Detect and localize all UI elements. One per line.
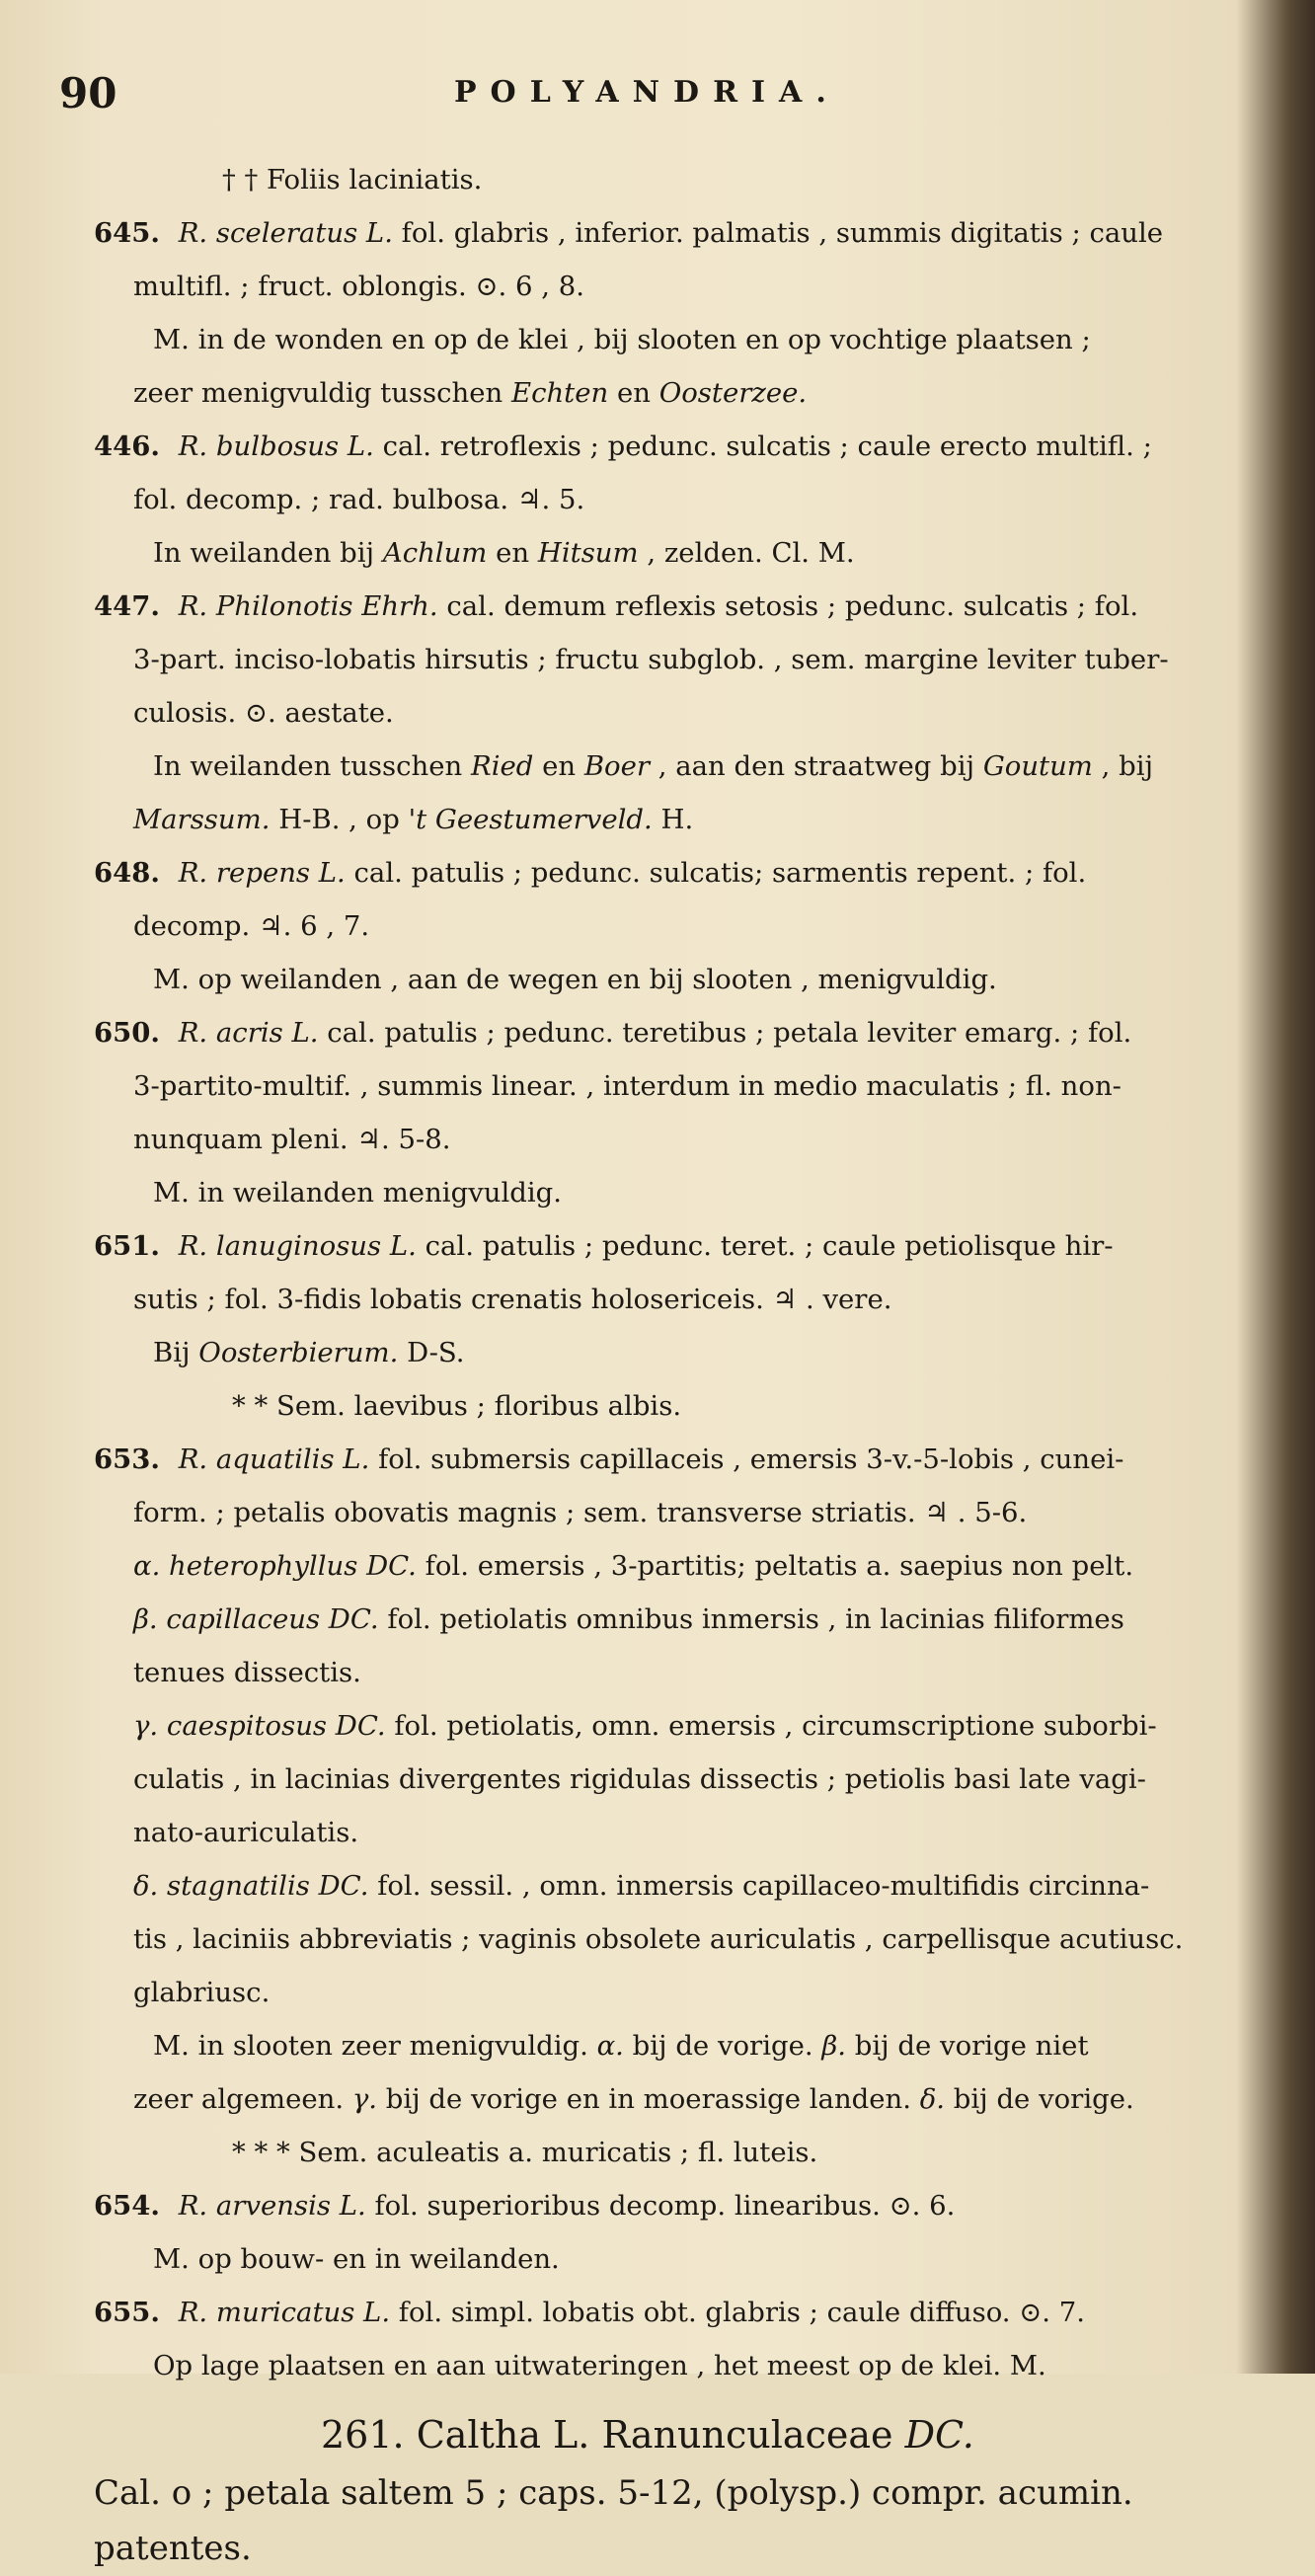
- text-line: [94, 1646, 1244, 1699]
- species-number: 655.: [94, 2297, 160, 2328]
- text-segment: Op lage plaatsen en aan uitwateringen , het meest op de klei. M.: [153, 2350, 1046, 2381]
- text-line: [94, 1966, 1244, 2019]
- italic-text: Hitsum: [537, 537, 639, 569]
- text-line: [94, 526, 1244, 580]
- text-segment: bij de vorige niet: [846, 2030, 1089, 2062]
- text-line: [94, 1753, 1244, 1806]
- text-segment: M. op bouw- en in weilanden.: [153, 2243, 560, 2275]
- text-line: [94, 1593, 1244, 1646]
- italic-text: Ried: [470, 750, 534, 782]
- text-line: [94, 1912, 1244, 1966]
- text-segment: en: [608, 377, 659, 409]
- italic-text: α. heterophyllus DC.: [133, 1550, 417, 1582]
- running-title: POLYANDRIA.: [454, 75, 840, 110]
- italic-text: Boer: [583, 750, 651, 782]
- text-segment: fol. petiolatis omnibus inmersis , in lacinias filiformes: [378, 1603, 1124, 1635]
- species-number: 446.: [94, 430, 160, 462]
- text-segment: fol. petiolatis, omn. emersis , circumscriptione suborbi-: [385, 1710, 1157, 1742]
- italic-text: Oosterzee.: [658, 377, 808, 409]
- text-line: [94, 899, 1244, 953]
- italic-text: Goutum: [982, 750, 1093, 782]
- text-segment: , zelden. Cl. M.: [638, 537, 855, 569]
- text-segment: culatis , in lacinias divergentes rigidulas dissectis ; petiolis basi late vagi-: [133, 1763, 1146, 1795]
- text-segment: H-B. , op: [270, 804, 409, 835]
- species-number: 651.: [94, 1230, 160, 1262]
- italic-text: R. Philonotis Ehrh.: [169, 590, 438, 622]
- text-line: [94, 1113, 1244, 1166]
- page-header: [59, 69, 1256, 128]
- text-segment: fol. superioribus decomp. linearibus. ⊙. 6.: [365, 2190, 956, 2222]
- text-line: [94, 846, 1244, 899]
- text-segment: D-S.: [398, 1337, 465, 1368]
- text-line: [94, 1433, 1244, 1486]
- italic-text: R. aquatilis L.: [169, 1444, 370, 1475]
- text-segment: zeer menigvuldig tusschen: [133, 377, 511, 409]
- italic-text: γ.: [351, 2083, 378, 2115]
- text-lines: [94, 153, 1244, 2392]
- text-segment: nunquam pleni. ♃. 5-8.: [133, 1124, 451, 1155]
- text-line: [94, 1166, 1244, 1219]
- italic-text: Achlum: [382, 537, 488, 569]
- text-segment: In weilanden bij: [153, 537, 383, 569]
- text-line: [94, 686, 1244, 740]
- text-segment: tenues dissectis.: [133, 1657, 361, 1688]
- text-segment: tis , laciniis abbreviatis ; vaginis obsolete auriculatis , carpellisque acutiusc.: [133, 1923, 1184, 1955]
- text-line: [94, 2072, 1244, 2126]
- genus-heading: [94, 2404, 1244, 2465]
- text-line: [94, 793, 1244, 846]
- text-segment: * * * Sem. aculeatis a. muricatis ; fl. luteis.: [232, 2137, 818, 2168]
- text-segment: culosis. ⊙. aestate.: [133, 697, 394, 729]
- text-segment: nato-auriculatis.: [133, 1817, 359, 1848]
- italic-text: β. capillaceus DC.: [133, 1603, 379, 1635]
- text-line: [94, 953, 1244, 1006]
- text-line: [94, 1219, 1244, 1273]
- text-line: [94, 1059, 1244, 1113]
- text-segment: † † Foliis laciniatis.: [222, 164, 483, 195]
- italic-text: δ. stagnatilis DC.: [133, 1870, 369, 1902]
- species-number: 654.: [94, 2190, 160, 2222]
- text-segment: , bij: [1092, 750, 1154, 782]
- italic-text: R. arvensis L.: [169, 2190, 366, 2222]
- text-line: [94, 2126, 1244, 2179]
- text-line: [94, 313, 1244, 366]
- text-segment: Bij: [153, 1337, 199, 1368]
- text-line: [94, 153, 1244, 206]
- text-segment: M. in weilanden menigvuldig.: [153, 1177, 562, 1209]
- text-line: [94, 2339, 1244, 2392]
- italic-text: α.: [596, 2030, 624, 2062]
- species-number: 447.: [94, 590, 160, 622]
- italic-text: R. muricatus L.: [169, 2297, 391, 2328]
- text-line: [94, 1379, 1244, 1433]
- text-line: [94, 1806, 1244, 1859]
- text-line: [94, 1006, 1244, 1059]
- text-segment: zeer algemeen.: [133, 2083, 352, 2115]
- text-line: [94, 2019, 1244, 2072]
- text-line: [94, 1539, 1244, 1593]
- text-segment: glabriusc.: [133, 1977, 271, 2008]
- text-segment: cal. retroflexis ; pedunc. sulcatis ; caule erecto multifl. ;: [373, 430, 1152, 462]
- text-segment: * * Sem. laevibus ; floribus albis.: [232, 1390, 682, 1422]
- italic-text: Oosterbierum.: [198, 1337, 399, 1368]
- genus-title: 261. Caltha L. Ranunculaceae: [321, 2413, 905, 2457]
- genus-description: Cal. o ; petala saltem 5 ; caps. 5-12, (polysp.) compr. acumin. patentes.: [94, 2473, 1133, 2568]
- text-line: [94, 2179, 1244, 2232]
- text-line: [94, 1859, 1244, 1912]
- text-segment: multifl. ; fruct. oblongis. ⊙. 6 , 8.: [133, 271, 584, 302]
- text-segment: bij de vorige.: [623, 2030, 822, 2062]
- text-line: [94, 366, 1244, 420]
- italic-text: 't Geestumerveld.: [408, 804, 653, 835]
- text-line: [94, 1486, 1244, 1539]
- text-line: [94, 1699, 1244, 1753]
- italic-text: R. lanuginosus L.: [169, 1230, 417, 1262]
- text-line: [94, 2286, 1244, 2339]
- text-segment: cal. patulis ; pedunc. teret. ; caule petiolisque hir-: [416, 1230, 1114, 1262]
- text-segment: decomp. ♃. 6 , 7.: [133, 910, 370, 942]
- italic-text: R. repens L.: [169, 857, 346, 889]
- italic-text: R. sceleratus L.: [169, 217, 393, 249]
- text-segment: H.: [652, 804, 694, 835]
- text-line: [94, 1273, 1244, 1326]
- species-number: 645.: [94, 217, 160, 249]
- text-segment: en: [487, 537, 538, 569]
- text-segment: bij de vorige.: [945, 2083, 1134, 2115]
- text-line: [94, 206, 1244, 260]
- genus-title-authority: DC.: [904, 2413, 974, 2457]
- italic-text: γ. caespitosus DC.: [133, 1710, 386, 1742]
- species-number: 653.: [94, 1444, 160, 1475]
- text-segment: fol. sessil. , omn. inmersis capillaceo-multifidis circinna-: [368, 1870, 1150, 1902]
- text-segment: M. in de wonden en op de klei , bij slooten en op vochtige plaatsen ;: [153, 324, 1091, 355]
- text-segment: bij de vorige en in moerassige landen.: [377, 2083, 920, 2115]
- text-line: [94, 420, 1244, 473]
- text-segment: M. op weilanden , aan de wegen en bij slooten , menigvuldig.: [153, 964, 997, 995]
- text-segment: 3-part. inciso-lobatis hirsutis ; fructu subglob. , sem. margine leviter tuber-: [133, 644, 1169, 675]
- text-segment: M. in slooten zeer menigvuldig.: [153, 2030, 597, 2062]
- page-number: 90: [59, 69, 117, 117]
- text-segment: fol. glabris , inferior. palmatis , summis digitatis ; caule: [392, 217, 1164, 249]
- text-segment: In weilanden tusschen: [153, 750, 471, 782]
- text-line: [94, 1326, 1244, 1379]
- text-line: [94, 580, 1244, 633]
- italic-text: β.: [821, 2030, 846, 2062]
- text-line: [94, 633, 1244, 686]
- text-segment: 3-partito-multif. , summis linear. , interdum in medio maculatis ; fl. non-: [133, 1070, 1122, 1102]
- text-segment: fol. decomp. ; rad. bulbosa. ♃. 5.: [133, 484, 585, 515]
- italic-text: R. acris L.: [169, 1017, 319, 1049]
- species-number: 650.: [94, 1017, 160, 1049]
- text-segment: cal. demum reflexis setosis ; pedunc. sulcatis ; fol.: [437, 590, 1139, 622]
- text-segment: form. ; petalis obovatis magnis ; sem. transverse striatis. ♃ . 5-6.: [133, 1497, 1028, 1528]
- italic-text: Echten: [511, 377, 609, 409]
- italic-text: δ.: [919, 2083, 946, 2115]
- text-segment: sutis ; fol. 3-fidis lobatis crenatis holosericeis. ♃ . vere.: [133, 1284, 892, 1315]
- italic-text: Marssum.: [133, 804, 271, 835]
- text-line: [94, 473, 1244, 526]
- text-line: [94, 2232, 1244, 2286]
- species-number: 648.: [94, 857, 160, 889]
- text-segment: fol. emersis , 3-partitis; peltatis a. saepius non pelt.: [416, 1550, 1134, 1582]
- text-line: [94, 260, 1244, 313]
- page-body: [94, 153, 1244, 2576]
- text-segment: , aan den straatweg bij: [650, 750, 983, 782]
- text-segment: fol. submersis capillaceis , emersis 3-v.-5-lobis , cunei-: [369, 1444, 1124, 1475]
- italic-text: R. bulbosus L.: [169, 430, 374, 462]
- text-segment: cal. patulis ; pedunc. teretibus ; petala leviter emarg. ; fol.: [318, 1017, 1132, 1049]
- text-segment: cal. patulis ; pedunc. sulcatis; sarmentis repent. ; fol.: [345, 857, 1087, 889]
- text-segment: fol. simpl. lobatis obt. glabris ; caule diffuso. ⊙. 7.: [390, 2297, 1086, 2328]
- text-line: [94, 740, 1244, 793]
- text-segment: en: [533, 750, 584, 782]
